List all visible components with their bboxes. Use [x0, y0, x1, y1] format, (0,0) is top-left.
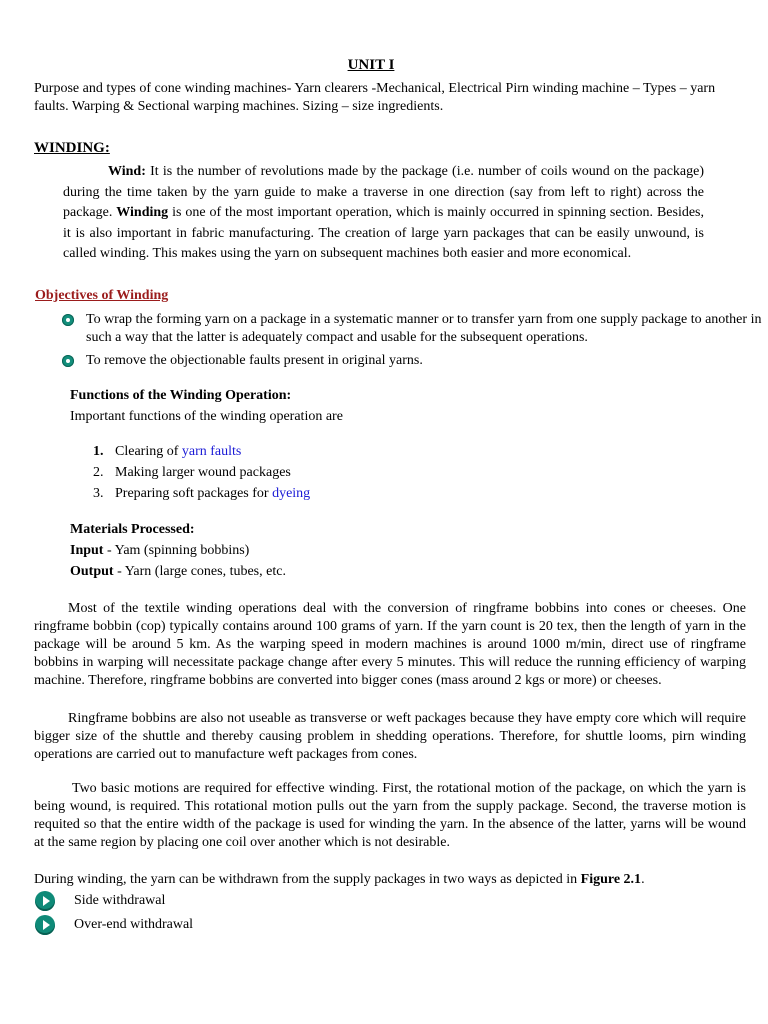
paragraph-shuttle — [34, 710, 746, 764]
objectives-list — [62, 311, 762, 370]
list-number: 3. — [93, 486, 104, 501]
winding-heading: WINDING: — [34, 140, 110, 156]
output-label: Output — [70, 564, 114, 579]
function-text: Preparing soft packages for — [115, 486, 273, 501]
objective-text: To remove the objectionable faults present in original yarns. — [86, 353, 423, 368]
winding-text-1: It is the number of revolutions made by the package (i.e. number of coils wound on the package) during the time taken by the yarn guide to make a traverse in one direction (say from left to right) across the package. — [63, 164, 704, 220]
winding-definition — [63, 162, 704, 265]
syllabus-intro: Purpose and types of cone winding machines- Yarn clearers -Mechanical, Electrical Pirn winding machine – Types – yarn faults. Warping & Sectional warping machines. Sizing – size ingredients. — [34, 81, 716, 114]
function-text: Making larger wound packages — [115, 465, 291, 480]
withdrawal-end: . — [641, 872, 645, 887]
withdrawal-item: Side withdrawal — [74, 893, 166, 908]
list-item — [35, 890, 193, 912]
teal-arrow-circle-icon — [35, 891, 55, 911]
paragraph-text: Most of the textile winding operations deal with the conversion of ringframe bobbins into cones or cheeses. One ringframe bobbin (cop) typically contains around 100 grams of yarn. If the yarn count is 20 tex, then the length of yarn in the package will be around 5 km. As the warping speed in modern machines is around 1000 m/min, direct use of ringframe bobbins in warping will necessitate package change after every 5 minutes. This will reduce the running efficiency of warping machine. Therefore, ringframe bobbins are converted into bigger cones (mass around 2 kgs or more) or cheeses. — [34, 601, 746, 688]
dyeing-link[interactable]: dyeing — [272, 486, 311, 501]
list-number: 2. — [93, 465, 104, 480]
list-item — [35, 914, 193, 936]
paragraph-text: Two basic motions are required for effective winding. First, the rotational motion of the package, on which the yarn is being wound, is required. This rotational motion pulls out the yarn from the supply package. Second, the traverse motion is requited so that the entire width of the package is used for winding the yarn. In the absence of the latter, yarns will be wound at the same region by placing one coil over another which is not desirable. — [34, 781, 746, 850]
list-item — [62, 352, 762, 370]
yarn-faults-link[interactable]: yarn faults — [181, 444, 242, 459]
input-label: Input — [70, 543, 104, 558]
unit-title: UNIT I — [347, 57, 395, 73]
teal-arrow-circle-icon — [35, 915, 55, 935]
materials-heading: Materials Processed: — [70, 522, 195, 537]
functions-intro: Important functions of the winding operation are — [70, 409, 343, 424]
materials-input — [70, 542, 249, 560]
withdrawal-text: During winding, the yarn can be withdrawn from the supply packages in two ways as depicted in — [34, 872, 581, 887]
list-item — [93, 443, 310, 461]
teal-circle-bullet-icon — [62, 314, 74, 326]
list-item — [93, 464, 310, 482]
functions-heading: Functions of the Winding Operation: — [70, 388, 292, 403]
list-item — [93, 485, 310, 503]
withdrawal-list — [35, 890, 193, 938]
withdrawal-intro — [34, 871, 645, 889]
list-item — [62, 311, 762, 347]
winding-text-2: is one of the most important operation, which is mainly occurred in spinning section. Besides, it is also important in fabric manufacturing. The creation of large yarn packages that can be easily unwound, is called winding. This makes using the yarn on subsequent machines both easier and more economical. — [63, 205, 704, 261]
functions-list — [93, 443, 310, 506]
figure-reference: Figure 2.1 — [580, 872, 642, 887]
objectives-heading: Objectives of Winding — [35, 288, 169, 303]
withdrawal-item: Over-end withdrawal — [74, 917, 194, 932]
winding-term: Winding — [116, 205, 169, 220]
input-text: - Yam (spinning bobbins) — [103, 543, 250, 558]
paragraph-motions — [34, 780, 746, 852]
objective-text: To wrap the forming yarn on a package in a systematic manner or to transfer yarn from one supply package to another in such a way that the latter is adequately compact and usable for the subsequent operations. — [86, 312, 762, 345]
materials-output — [70, 563, 286, 581]
output-text: - Yarn (large cones, tubes, etc. — [113, 564, 286, 579]
list-number: 1. — [93, 444, 104, 459]
teal-circle-bullet-icon — [62, 355, 74, 367]
paragraph-conversion — [34, 600, 746, 690]
function-text: Clearing of — [115, 444, 182, 459]
wind-term: Wind: — [108, 164, 146, 179]
paragraph-text: Ringframe bobbins are also not useable as transverse or weft packages because they have empty core which will require bigger size of the shuttle and thereby causing problem in shedding operations. Therefore, for shuttle looms, pirn winding operations are carried out to manufacture weft packages from cones. — [34, 711, 746, 762]
